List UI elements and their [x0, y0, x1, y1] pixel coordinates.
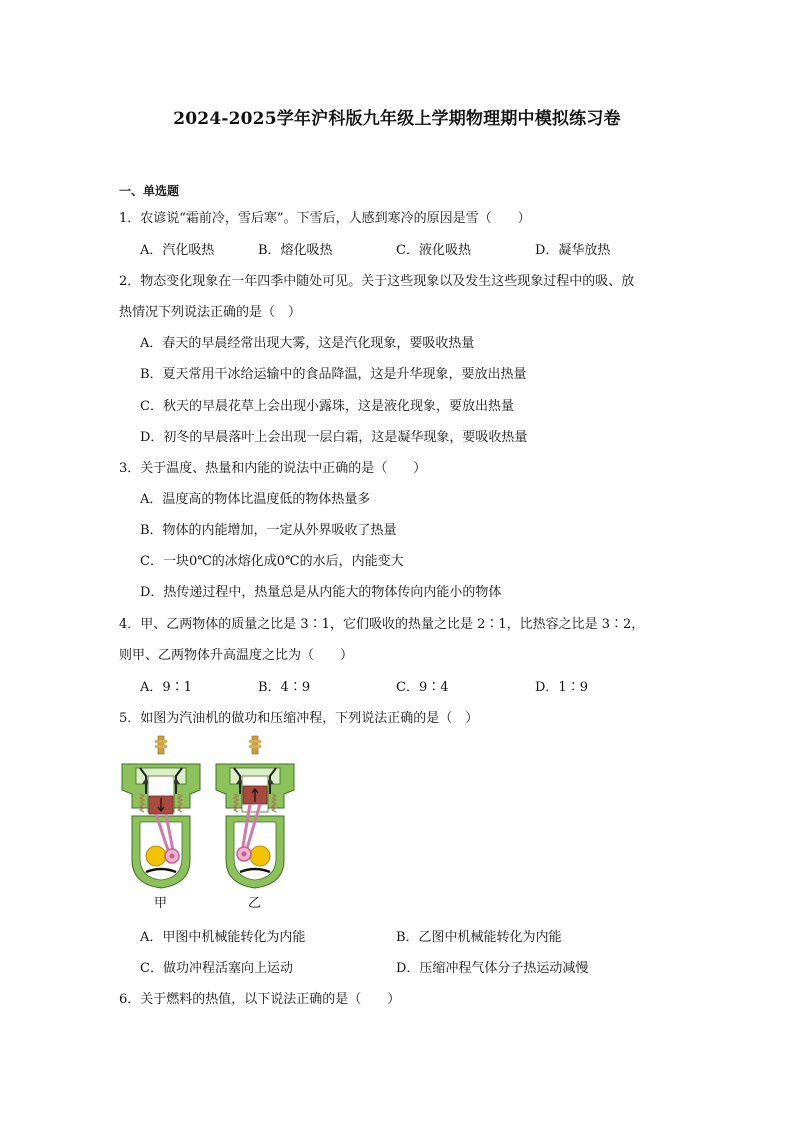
- question-3-stem: 3．关于温度、热量和内能的说法中正确的是（ ）: [119, 461, 427, 476]
- engine-yi: [216, 736, 294, 888]
- question-5-stem: 5．如图为汽油机的做功和压缩冲程，下列说法正确的是（ ）: [119, 711, 479, 726]
- question-5-option-d: D．压缩冲程气体分子热运动减慢: [396, 961, 589, 976]
- page-title: 2024-2025学年沪科版九年级上学期物理期中模拟练习卷: [173, 109, 621, 129]
- engine-jia: [122, 736, 200, 888]
- question-4-stem-line-1: 4．甲、乙两物体的质量之比是 3∶1，它们吸收的热量之比是 2∶1，比热容之比是 3∶2，: [119, 617, 645, 632]
- question-3-option-d: D．热传递过程中，热量总是从内能大的物体传向内能小的物体: [140, 585, 502, 600]
- question-4-option-c: C．9∶4: [396, 680, 449, 695]
- question-5-option-b: B．乙图中机械能转化为内能: [396, 930, 562, 945]
- question-4-option-d: D．1∶9: [535, 680, 588, 695]
- question-4-option-b: B．4∶9: [258, 680, 311, 695]
- question-1-option-d: D．凝华放热: [535, 243, 611, 258]
- question-1-stem: 1．农谚说“霜前冷，雪后寒”。下雪后，人感到寒冷的原因是雪（ ）: [119, 211, 531, 226]
- question-3-option-a: A．温度高的物体比温度低的物体热量多: [140, 492, 371, 507]
- question-2-option-b: B．夏天常用干冰给运输中的食品降温，这是升华现象，要放出热量: [140, 367, 527, 382]
- question-3-option-c: C．一块0℃的冰熔化成0℃的水后，内能变大: [140, 554, 404, 569]
- question-2-option-a: A．春天的早晨经常出现大雾，这是汽化现象，要吸收热量: [140, 336, 475, 351]
- engine-stroke-figure: [118, 732, 310, 912]
- figure-label-yi: 乙: [248, 896, 262, 911]
- question-1-option-a: A．汽化吸热: [140, 243, 215, 258]
- question-5-option-c: C．做功冲程活塞向上运动: [140, 961, 293, 976]
- question-6-stem: 6．关于燃料的热值，以下说法正确的是（ ）: [119, 992, 401, 1007]
- question-2-option-c: C．秋天的早晨花草上会出现小露珠，这是液化现象，要放出热量: [140, 399, 514, 414]
- question-4-option-a: A．9∶1: [140, 680, 192, 695]
- question-1-option-b: B．熔化吸热: [258, 243, 333, 258]
- question-2-stem-line-1: 2．物态变化现象在一年四季中随处可见。关于这些现象以及发生这些现象过程中的吸、放: [119, 274, 635, 289]
- question-1-option-c: C．液化吸热: [396, 243, 471, 258]
- question-2-option-d: D．初冬的早晨落叶上会出现一层白霜，这是凝华现象，要吸收热量: [140, 430, 528, 445]
- question-5-option-a: A．甲图中机械能转化为内能: [140, 930, 306, 945]
- question-4-stem-line-2: 则甲、乙两物体升高温度之比为（ ）: [119, 648, 354, 663]
- figure-label-jia: 甲: [154, 896, 168, 911]
- question-3-option-b: B．物体的内能增加，一定从外界吸收了热量: [140, 523, 397, 538]
- section-heading: 一、单选题: [119, 184, 180, 198]
- engine-diagram: [118, 732, 310, 912]
- question-2-stem-line-2: 热情况下列说法正确的是（ ）: [119, 305, 302, 320]
